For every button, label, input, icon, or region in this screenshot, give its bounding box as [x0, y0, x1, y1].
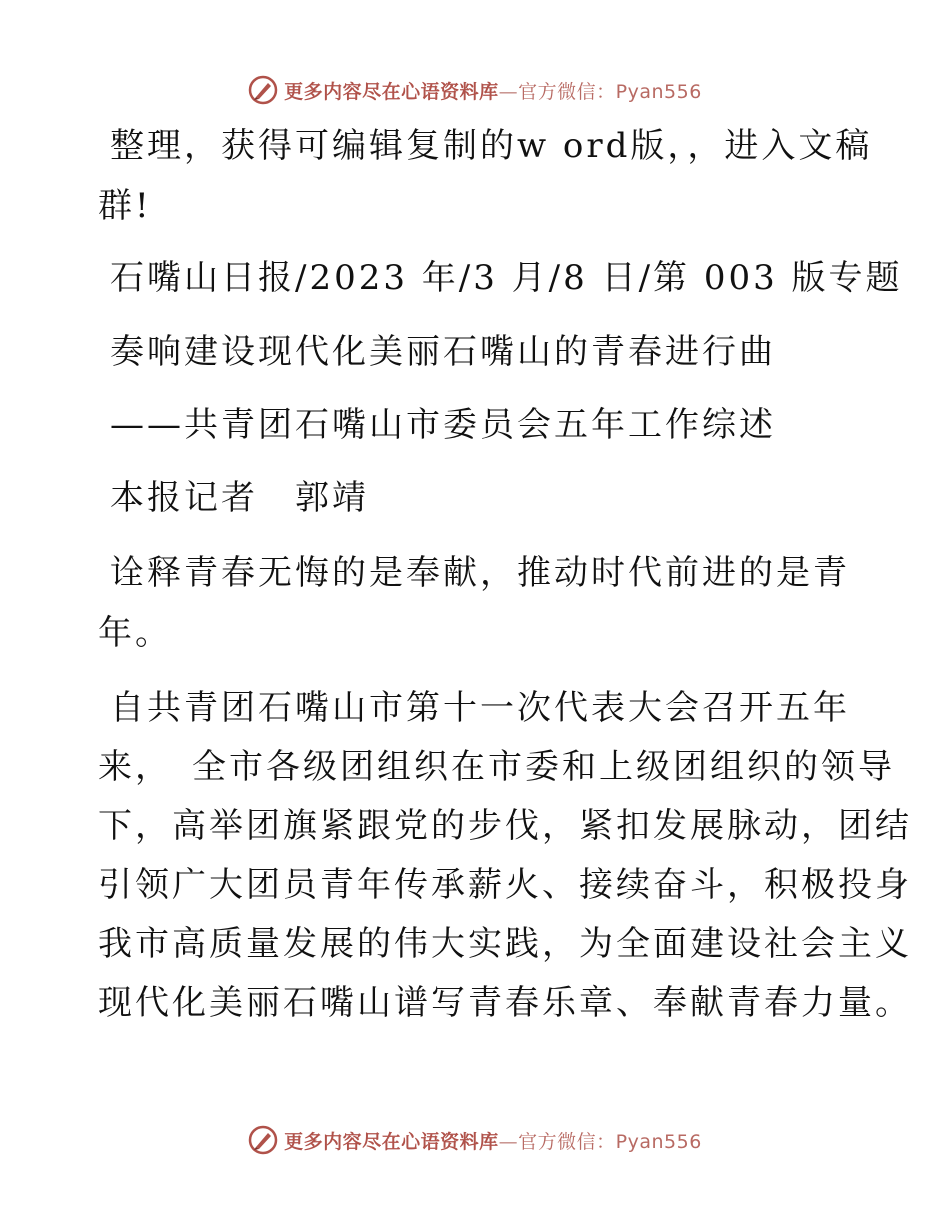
text-line: 年。: [98, 613, 172, 653]
watermark-text: [284, 77, 702, 104]
watermark-main: 更多内容尽在心语资料库: [284, 1130, 499, 1153]
watermark-sub: 官方微信：Pyan556: [518, 80, 702, 103]
watermark-sub: 官方微信：Pyan556: [518, 1130, 702, 1153]
text-line: 群!: [98, 186, 152, 226]
text-line: 来， 全市各级团组织在市委和上级团组织的领导: [98, 747, 895, 787]
headline: 奏响建设现代化美丽石嘴山的青春进行曲: [110, 332, 776, 372]
text-line: 引领广大团员青年传承薪火、接续奋斗，积极投身: [98, 865, 912, 905]
text-line: 诠释青春无悔的是奉献，推动时代前进的是青: [110, 553, 850, 593]
subheadline: ——共青团石嘴山市委员会五年工作综述: [110, 405, 776, 445]
text-line: 我市高质量发展的伟大实践，为全面建设社会主义: [98, 924, 912, 964]
text-line: 整理，获得可编辑复制的w ord版，，进入文稿: [110, 126, 873, 166]
text-line: 现代化美丽石嘴山谱写青春乐章、奉献青春力量。: [98, 983, 912, 1023]
footer-watermark: [0, 1120, 950, 1160]
pen-logo-icon: [248, 75, 278, 105]
watermark-separator: —: [498, 80, 519, 103]
watermark-separator: —: [498, 1130, 519, 1153]
watermark-main: 更多内容尽在心语资料库: [284, 80, 499, 103]
text-line: 下，高举团旗紧跟党的步伐，紧扣发展脉动，团结: [98, 806, 912, 846]
source-line: 石嘴山日报/2023 年/3 月/8 日/第 003 版专题: [110, 258, 903, 298]
text-line: 自共青团石嘴山市第十一次代表大会召开五年: [110, 688, 850, 728]
pen-logo-icon: [248, 1125, 278, 1155]
header-watermark: [0, 70, 950, 110]
byline: 本报记者 郭靖: [110, 478, 369, 518]
watermark-text: [284, 1127, 702, 1154]
